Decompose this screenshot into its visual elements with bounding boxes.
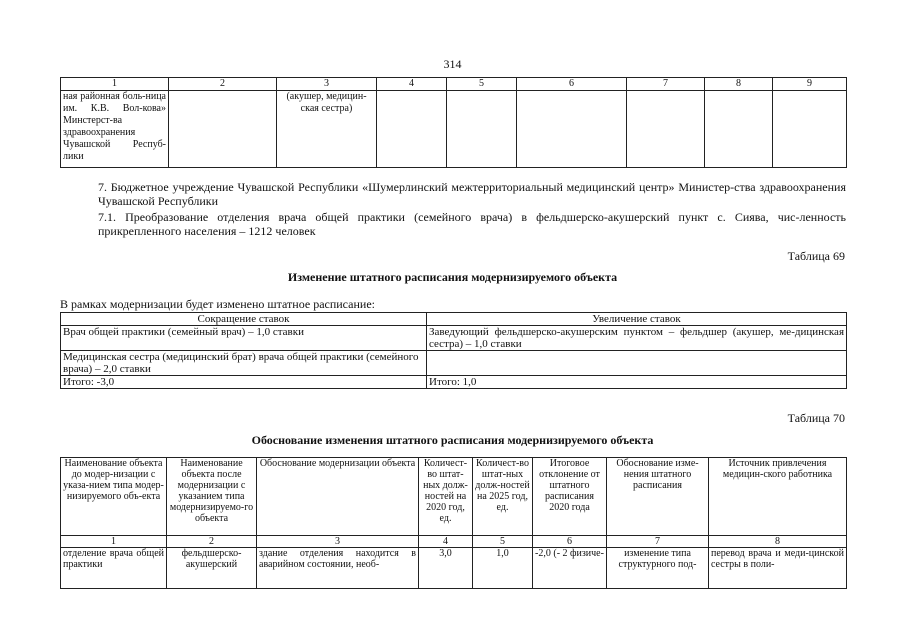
cell-empty: [169, 91, 277, 168]
cell-object-name: ная районная боль-ница им. К.В. Вол-кова» Минстерст-ва здравоохранения Чувашской Респуб-лики: [61, 91, 169, 168]
table-title: Изменение штатного расписания модернизируемого объекта: [287, 270, 618, 284]
header-cell: Обоснование изме-нения штатного расписания: [607, 458, 709, 536]
header-cell: Наименование объекта до модер-низации с указа-нием типа модер-низируемого объ-екта: [61, 458, 167, 536]
table-caption: Таблица 70: [787, 411, 845, 425]
table-title: Обоснование изменения штатного расписания модернизируемого объекта: [251, 433, 654, 447]
table-row: [61, 351, 847, 376]
cell-count-2025: 1,0: [473, 548, 533, 589]
page-number: 314: [443, 57, 462, 71]
cell-before: отделение врача общей практики: [61, 548, 167, 589]
cell-staff: (акушер, медицин-ская сестра): [277, 91, 377, 168]
staff-change-table: [60, 312, 847, 389]
section-heading: 7. Бюджетное учреждение Чувашской Республики «Шумерлинский межтерриториальный медицинский центр» Министер-ства здравоохранения Чувашской Республики: [98, 180, 846, 208]
header-cell: Количест-во штат-ных долж-ностей на 2020 год, ед.: [419, 458, 473, 536]
cell-empty: [517, 91, 627, 168]
col-number: 6: [517, 78, 627, 91]
header-row: [61, 458, 847, 536]
cell-empty: [773, 91, 847, 168]
cell-total-reduction: Итого: -3,0: [61, 376, 427, 389]
table-row: [61, 548, 847, 589]
cell-source: перевод врача и меди-цинской сестры в поли-: [709, 548, 847, 589]
justification-table: [60, 457, 847, 589]
header-cell: Обоснование модернизации объекта: [257, 458, 419, 536]
col-number: 4: [419, 536, 473, 548]
cell-change-reason: изменение типа структурного под-: [607, 548, 709, 589]
col-number: 7: [607, 536, 709, 548]
total-row: [61, 376, 847, 389]
cell-count-2020: 3,0: [419, 548, 473, 589]
col-number: 5: [473, 536, 533, 548]
col-number: 8: [709, 536, 847, 548]
col-number: 2: [167, 536, 257, 548]
column-number-row: [61, 78, 847, 91]
cell-total-increase: Итого: 1,0: [427, 376, 847, 389]
col-number: 4: [377, 78, 447, 91]
cell-justification: здание отделения находится в аварийном состоянии, необ-: [257, 548, 419, 589]
column-number-row: [61, 536, 847, 548]
cell-empty: [627, 91, 705, 168]
col-number: 3: [277, 78, 377, 91]
table-caption: Таблица 69: [787, 249, 845, 263]
col-number: 3: [257, 536, 419, 548]
col-number: 6: [533, 536, 607, 548]
col-number: 7: [627, 78, 705, 91]
header-reduction: Сокращение ставок: [61, 313, 427, 326]
section-item: 7.1. Преобразование отделения врача общей практики (семейного врача) в фельдшерско-акушерский пункт с. Сиява, чис-ленность прикрепленного населения – 1212 человек: [98, 210, 846, 238]
table-row: [61, 91, 847, 168]
col-number: 1: [61, 78, 169, 91]
cell-increase: [427, 351, 847, 376]
col-number: 2: [169, 78, 277, 91]
cell-reduction: Врач общей практики (семейный врач) – 1,0 ставки: [61, 326, 427, 351]
col-number: 1: [61, 536, 167, 548]
cell-after: фельдшерско-акушерский: [167, 548, 257, 589]
cell-empty: [447, 91, 517, 168]
header-cell: Количест-во штат-ных долж-ностей на 2025 год, ед.: [473, 458, 533, 536]
col-number: 8: [705, 78, 773, 91]
col-number: 9: [773, 78, 847, 91]
header-cell: Источник привлечения медицин-ского работника: [709, 458, 847, 536]
continuation-table: [60, 77, 847, 168]
cell-empty: [705, 91, 773, 168]
cell-increase: Заведующий фельдшерско-акушерским пунктом – фельдшер (акушер, ме-дицинская сестра) – 1,0 ставки: [427, 326, 847, 351]
cell-reduction: Медицинская сестра (медицинский брат) врача общей практики (семейного врача) – 2,0 ставки: [61, 351, 427, 376]
table-intro: В рамках модернизации будет изменено штатное расписание:: [60, 297, 375, 311]
table-row: [61, 326, 847, 351]
col-number: 5: [447, 78, 517, 91]
header-cell: Наименование объекта после модернизации с указанием типа модернизируемо-го объекта: [167, 458, 257, 536]
header-increase: Увеличение ставок: [427, 313, 847, 326]
header-cell: Итоговое отклонение от штатного расписания 2020 года: [533, 458, 607, 536]
cell-empty: [377, 91, 447, 168]
cell-deviation: -2,0 (- 2 физиче-: [533, 548, 607, 589]
